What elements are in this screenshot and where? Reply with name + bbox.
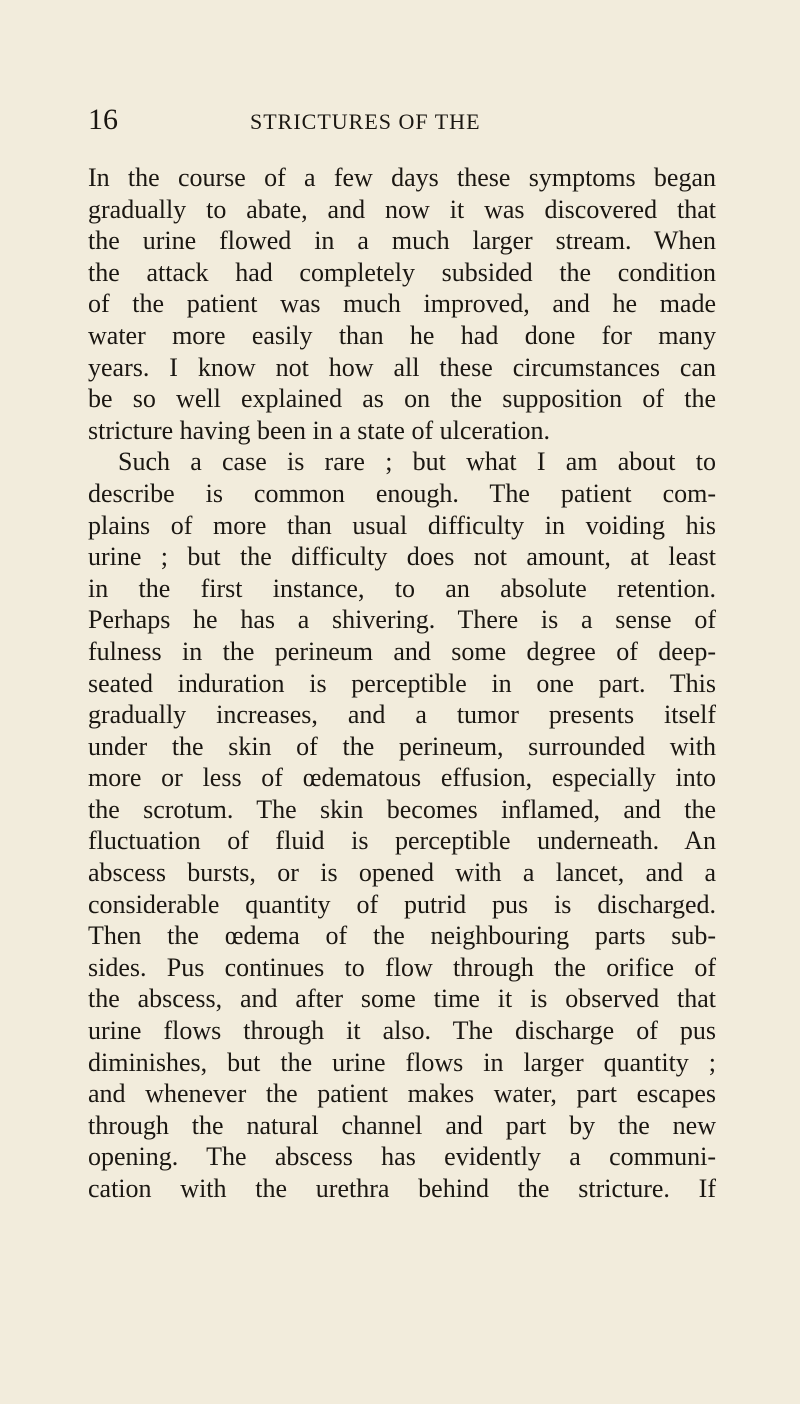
text-line: diminishes, but the urine flows in larger quantity ;: [88, 1047, 716, 1077]
text-line: fulness in the perineum and some degree of deep-: [88, 636, 716, 666]
text-line: through the natural channel and part by the new: [88, 1110, 716, 1140]
text-line: describe is common enough. The patient com-: [88, 478, 716, 508]
text-line: the attack had completely subsided the condition: [88, 257, 716, 287]
text-line: the scrotum. The skin becomes inflamed, and the: [88, 794, 716, 824]
body-text: [88, 162, 716, 1205]
text-line: urine ; but the difficulty does not amount, at least: [88, 542, 716, 572]
text-line: Then the œdema of the neighbouring parts sub-: [88, 921, 716, 951]
text-line: seated induration is perceptible in one part. This: [88, 668, 716, 698]
text-line: the urine flowed in a much larger stream. When: [88, 226, 716, 256]
text-line: stricture having been in a state of ulceration.: [88, 415, 551, 445]
text-line: gradually increases, and a tumor presents itself: [88, 700, 716, 730]
text-line: abscess bursts, or is opened with a lancet, and a: [88, 858, 716, 888]
text-line: plains of more than usual difficulty in voiding his: [88, 510, 716, 540]
page-header: [0, 100, 800, 140]
text-line: cation with the urethra behind the stricture. If: [88, 1174, 716, 1203]
text-line: years. I know not how all these circumstances can: [88, 352, 716, 382]
running-title: STRICTURES OF THE: [250, 109, 481, 134]
text-line: Perhaps he has a shivering. There is a sense of: [88, 605, 716, 635]
text-line: the abscess, and after some time it is observed that: [88, 984, 716, 1014]
text-line: more or less of œdematous effusion, especially into: [88, 763, 716, 793]
text-line: opening. The abscess has evidently a communi-: [88, 1142, 716, 1172]
text-line: Such a case is rare ; but what I am about to: [118, 447, 716, 477]
text-line: sides. Pus continues to flow through the orifice of: [88, 952, 716, 982]
text-line: In the course of a few days these symptoms began: [88, 163, 716, 192]
text-line: urine flows through it also. The discharge of pus: [88, 1016, 716, 1046]
text-line: water more easily than he had done for many: [88, 320, 716, 350]
text-line: fluctuation of fluid is perceptible underneath. An: [88, 826, 716, 856]
text-line: in the first instance, to an absolute retention.: [88, 573, 716, 603]
text-line: be so well explained as on the supposition of the: [88, 384, 716, 414]
page-number: 16: [88, 103, 118, 136]
text-line: and whenever the patient makes water, part escapes: [88, 1079, 716, 1109]
text-line: of the patient was much improved, and he made: [88, 289, 716, 319]
text-line: considerable quantity of putrid pus is discharged.: [88, 889, 716, 919]
text-line: gradually to abate, and now it was discovered that: [88, 194, 716, 224]
text-line: under the skin of the perineum, surrounded with: [88, 731, 716, 761]
